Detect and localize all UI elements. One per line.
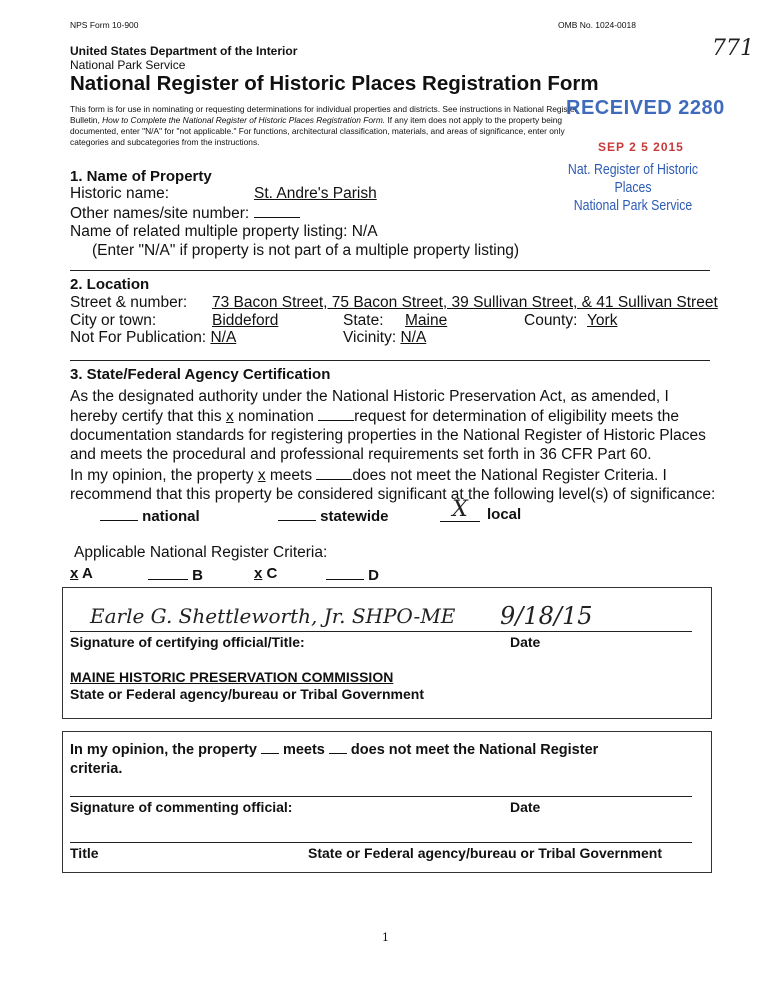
service: National Park Service <box>70 58 186 72</box>
criteria-d: D <box>326 565 379 584</box>
opinion-line-2: recommend that this property be considered significant at the following level(s) of significance: <box>70 486 716 503</box>
agency-name: MAINE HISTORIC PRESERVATION COMMISSION <box>70 669 394 685</box>
city-value: Biddeford <box>212 312 279 329</box>
criteria-c: x C <box>254 565 278 582</box>
section-1-title: 1. Name of Property <box>70 168 212 185</box>
department: United States Department of the Interior <box>70 44 298 58</box>
opinion-paragraph <box>70 465 740 504</box>
state-label: State: <box>343 312 384 329</box>
cert-line-3: documentation standards for registering properties in the National Register of Historic Places <box>70 427 706 444</box>
comment-title-line <box>70 842 692 843</box>
received-stamp: RECEIVED 2280 <box>566 97 725 119</box>
opinion-line-1: In my opinion, the property x meets does not meet the National Register Criteria. I <box>70 467 667 484</box>
omb-number: OMB No. 1024-0018 <box>558 20 636 30</box>
comment-title-label: Title <box>70 845 99 861</box>
county-value: York <box>587 312 618 329</box>
other-names-row: Other names/site number: <box>70 203 300 223</box>
comment-opinion-line-2: criteria. <box>70 761 123 777</box>
section-3-title: 3. State/Federal Agency Certification <box>70 366 331 383</box>
comment-opinion <box>70 739 598 779</box>
street-value: 73 Bacon Street, 75 Bacon Street, 39 Sullivan Street, & 41 Sullivan Street <box>212 294 718 311</box>
page-number: 1 <box>382 931 389 944</box>
comment-agency-label: State or Federal agency/bureau or Tribal Government <box>308 845 662 861</box>
intro-line-1: This form is for use in nominating or requesting determinations for individual properties and districts. See instructions in National Register <box>70 104 578 114</box>
signature-line <box>70 631 692 632</box>
comment-opinion-line-1: In my opinion, the property meets does not meet the National Register <box>70 739 598 760</box>
section-2-title: 2. Location <box>70 276 150 293</box>
divider <box>70 270 710 271</box>
city-label: City or town: <box>70 312 157 329</box>
divider <box>70 360 710 361</box>
register-stamp <box>548 161 718 215</box>
vicinity-row: Vicinity: N/A <box>343 329 427 346</box>
related-listing-note: (Enter "N/A" if property is not part of a multiple property listing) <box>92 242 520 259</box>
cert-line-4: and meets the procedural and professional requirements set forth in 36 CFR Part 60. <box>70 446 652 463</box>
cert-line-1: As the designated authority under the National Historic Preservation Act, as amended, I <box>70 388 669 405</box>
intro-line-3: documented, enter "N/A" for "not applicable." For functions, architectural classification, materials, and areas of significance, enter only <box>70 126 565 136</box>
certifying-signature: Earle G. Shettleworth, Jr. SHPO-ME <box>90 604 456 628</box>
historic-name-label: Historic name: <box>70 185 170 202</box>
intro-line-4: categories and subcategories from the instructions. <box>70 137 260 147</box>
criteria-b: B <box>148 565 203 584</box>
intro-line-2: Bulletin, How to Complete the National Register of Historic Places Registration Form. If any item does not apply to the property being <box>70 115 563 125</box>
comment-date-label: Date <box>510 799 541 815</box>
level-national: national <box>100 506 200 525</box>
signature-label: Signature of certifying official/Title: <box>70 634 305 650</box>
received-date-stamp: SEP 2 5 2015 <box>598 140 684 154</box>
state-value: Maine <box>405 312 448 329</box>
register-stamp-line-1: Nat. Register of Historic Places <box>567 162 699 196</box>
criteria-a: x A <box>70 565 93 582</box>
historic-name-value: St. Andre's Parish <box>254 185 377 202</box>
certification-paragraph <box>70 387 730 464</box>
agency-label: State or Federal agency/bureau or Tribal Government <box>70 686 424 702</box>
county-label: County: <box>524 312 578 329</box>
level-statewide: statewide <box>278 506 389 525</box>
cert-line-2: hereby certify that this x nomination request for determination of eligibility meets the <box>70 408 679 425</box>
signature-date-label: Date <box>510 634 541 650</box>
handwritten-number: 771 <box>712 36 754 61</box>
form-number: NPS Form 10-900 <box>70 20 139 30</box>
form-title: National Register of Historic Places Registration Form <box>70 72 599 95</box>
nfp-row: Not For Publication: N/A <box>70 329 237 346</box>
comment-signature-line <box>70 796 692 797</box>
street-label: Street & number: <box>70 294 188 311</box>
level-local-mark: X <box>440 499 480 522</box>
criteria-label: Applicable National Register Criteria: <box>74 544 328 561</box>
level-local: local <box>487 506 522 523</box>
register-stamp-line-2: National Park Service <box>573 198 693 214</box>
certifying-date: 9/18/15 <box>500 602 593 630</box>
comment-signature-label: Signature of commenting official: <box>70 799 293 815</box>
related-listing: Name of related multiple property listing: N/A <box>70 223 378 240</box>
